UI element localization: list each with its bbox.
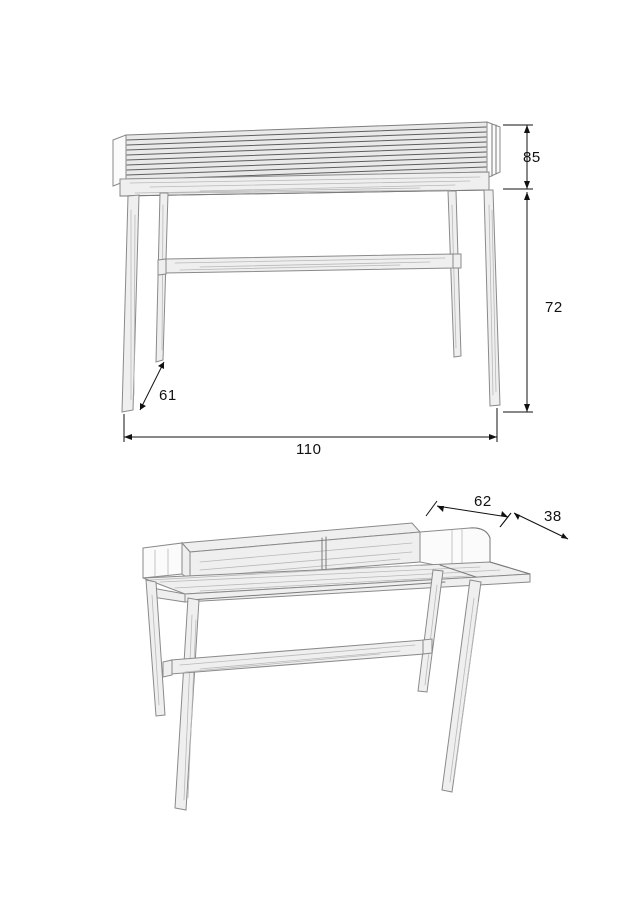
- dimension-label-61: 61: [159, 387, 177, 404]
- desk-legs-perspective: [146, 570, 481, 810]
- dimension-label-72: 72: [545, 299, 563, 316]
- dimension-72: [503, 189, 533, 412]
- perspective-view-figure: [0, 470, 636, 900]
- dimension-label-110: 110: [296, 441, 322, 458]
- dimension-label-38: 38: [544, 508, 562, 525]
- desk-legs: [122, 190, 500, 412]
- perspective-view-svg: [0, 470, 636, 900]
- desk-stretcher-perspective: [163, 639, 432, 677]
- dimension-110: [124, 408, 497, 442]
- dimension-label-85: 85: [523, 149, 541, 166]
- desk-stretcher: [158, 254, 461, 275]
- dimension-62: [426, 501, 511, 527]
- hutch-left-panel: [143, 543, 182, 578]
- dimension-label-62: 62: [474, 493, 492, 510]
